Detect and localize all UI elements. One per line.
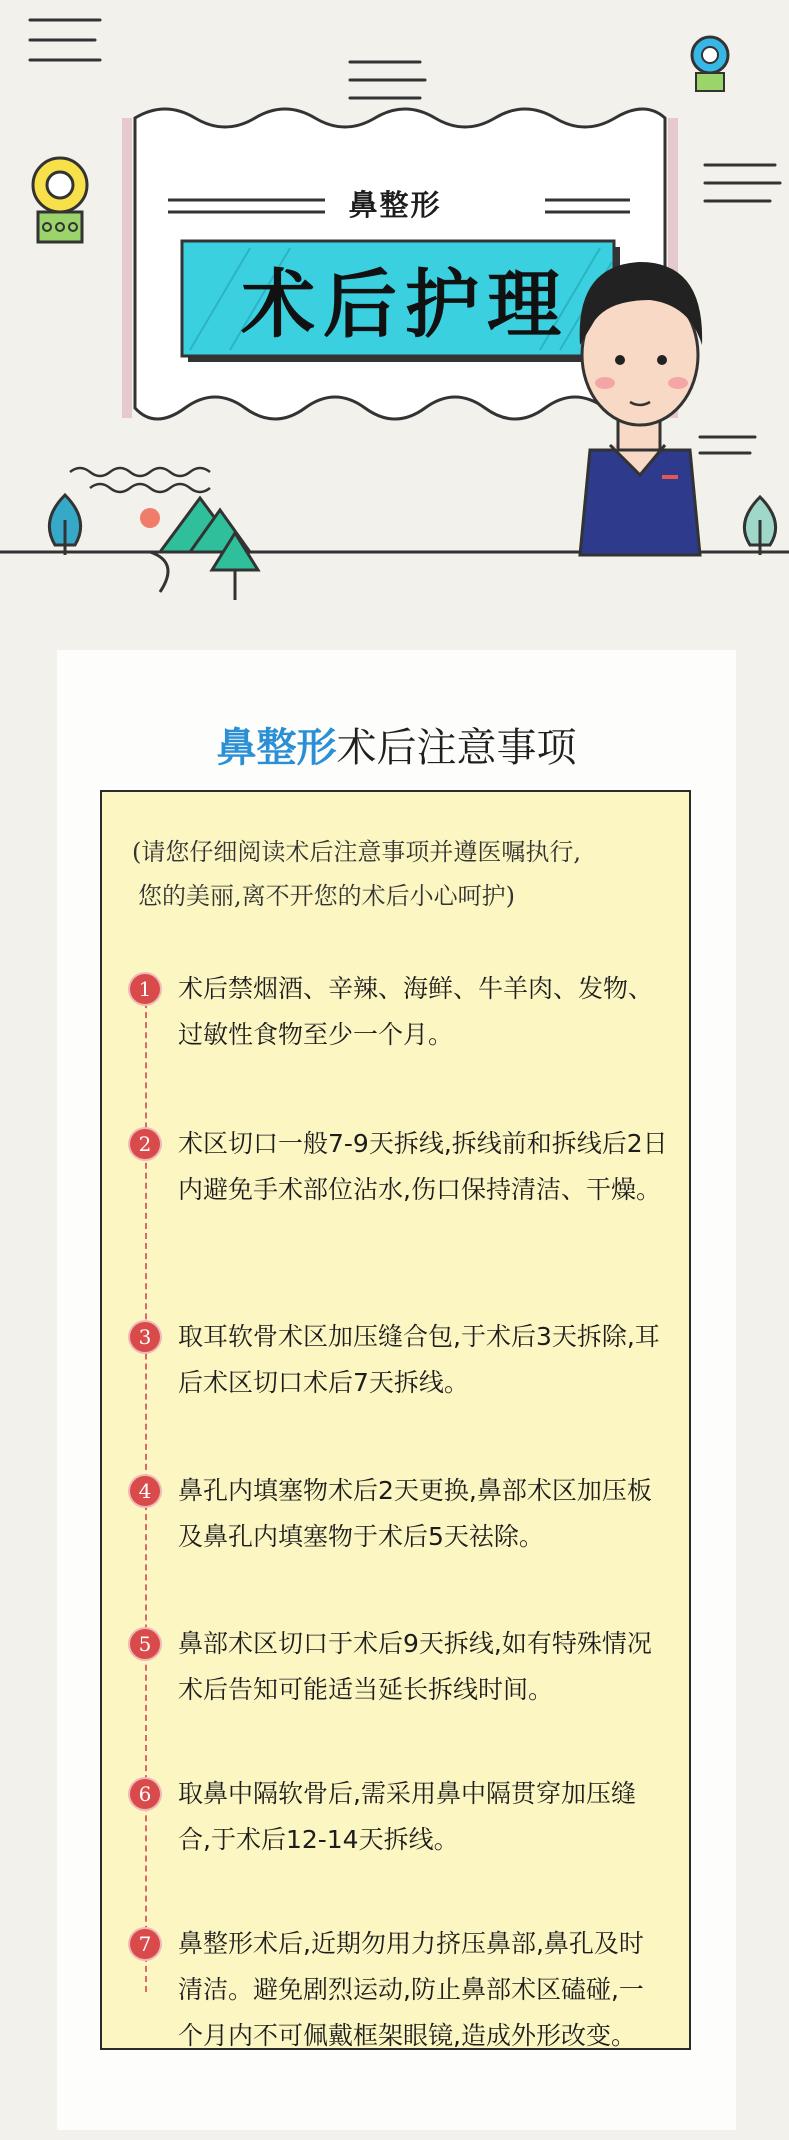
mountains-icon [140,498,258,600]
lightbulb-icon-left [33,158,87,242]
item-number-badge: 7 [130,1929,160,1959]
intro-text [132,830,672,918]
item-number-badge: 6 [130,1779,160,1809]
banner-title: 术后护理 [241,262,569,348]
intro-line-2: 您的美丽,离不开您的术后小心呵护) [138,882,515,910]
item-number-badge: 5 [130,1629,160,1659]
item-number-badge: 1 [130,974,160,1004]
card-title [57,716,736,773]
tree-icon-right [744,497,775,555]
banner-subtitle: 鼻整形 [348,188,442,222]
lightbulb-icon-right [692,37,728,91]
card-title-rest: 术后注意事项 [336,725,577,771]
item-text: 取鼻中隔软骨后,需采用鼻中隔贯穿加压缝合,于术后12-14天拆线。 [178,1779,636,1854]
item-number-badge: 4 [130,1476,160,1506]
tree-icon-left [49,495,80,555]
item-text: 取耳软骨术区加压缝合包,于术后3天拆除,耳后术区切口术后7天拆线。 [178,1322,660,1397]
content-card [57,650,736,2130]
hero-illustration [0,0,789,620]
item-text: 鼻部术区切口于术后9天拆线,如有特殊情况术后告知可能适当延长拆线时间。 [178,1629,652,1704]
intro-line-1: (请您仔细阅读术后注意事项并遵医嘱执行, [132,838,581,866]
card-title-highlight: 鼻整形 [216,725,337,771]
item-text: 术区切口一般7-9天拆线,拆线前和拆线后2日内避免手术部位沾水,伤口保持清洁、干燥。 [178,1129,668,1204]
item-number-badge: 3 [130,1322,160,1352]
item-text: 鼻整形术后,近期勿用力挤压鼻部,鼻孔及时清洁。避免剧烈运动,防止鼻部术区磕碰,一个月内不可佩戴框架眼镜,造成外形改变。 [178,1929,644,2050]
notes-box [100,790,691,2050]
item-text: 术后禁烟酒、辛辣、海鲜、牛羊肉、发物、过敏性食物至少一个月。 [178,974,654,1049]
item-text: 鼻孔内填塞物术后2天更换,鼻部术区加压板及鼻孔内填塞物于术后5天祛除。 [178,1476,652,1551]
item-number-badge: 2 [130,1129,160,1159]
